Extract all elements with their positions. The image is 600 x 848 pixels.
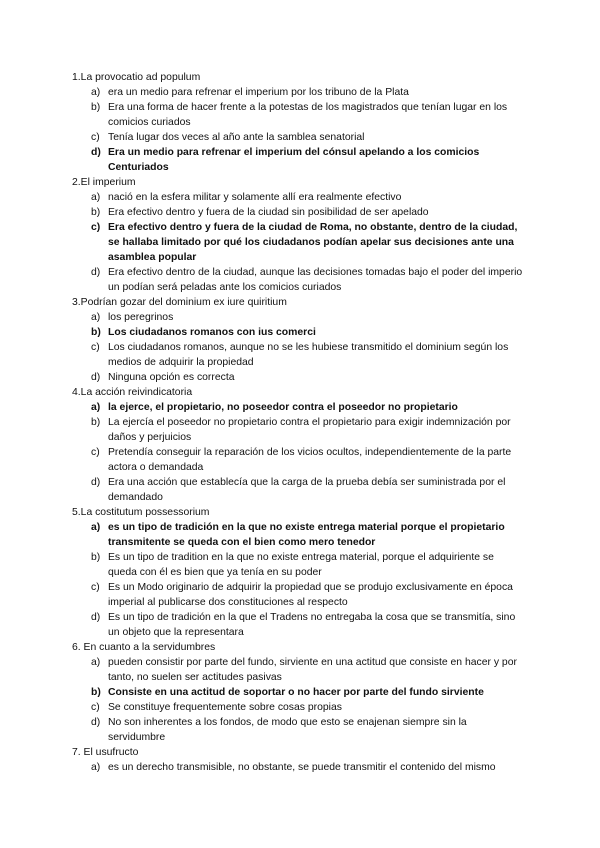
answer-option	[72, 85, 524, 100]
option-label: a)	[91, 87, 101, 98]
option-label: b)	[91, 102, 101, 113]
option-text: Se constituye frequentemente sobre cosas propias	[108, 702, 342, 713]
option-label: c)	[91, 132, 100, 143]
option-text: La ejercía el poseedor no propietario contra el propietario para exigir indemnización por daños y perjuicios	[108, 417, 511, 443]
option-list	[72, 760, 524, 775]
answer-option	[72, 445, 524, 475]
answer-option	[72, 325, 524, 340]
option-list	[72, 310, 524, 385]
question-title: 5.La costitutum possessorium	[72, 507, 210, 518]
answer-option	[72, 685, 524, 700]
answer-option	[72, 400, 524, 415]
option-text: los peregrinos	[108, 312, 174, 323]
option-text: nació en la esfera militar y solamente allí era realmente efectivo	[108, 192, 402, 203]
answer-option	[72, 190, 524, 205]
option-list	[72, 400, 524, 505]
answer-option	[72, 145, 524, 175]
option-text: es un tipo de tradición en la que no existe entrega material porque el propietario transmitente se queda con el bien como mero tenedor	[108, 522, 505, 548]
answer-option	[72, 265, 524, 295]
option-list	[72, 85, 524, 175]
question-block	[72, 745, 524, 775]
option-label: d)	[91, 372, 101, 383]
option-text: era un medio para refrenar el imperium por los tribuno de la Plata	[108, 87, 409, 98]
option-text: Es un tipo de tradición en la que el Tradens no entregaba la cosa que se transmitía, sino un objeto que la representara	[108, 612, 516, 638]
option-text: Los ciudadanos romanos con ius comerci	[108, 327, 316, 338]
option-label: a)	[91, 312, 101, 323]
option-label: c)	[91, 447, 100, 458]
option-text: Era un medio para refrenar el imperium del cónsul apelando a los comicios Centuriados	[108, 147, 480, 173]
option-text: pueden consistir por parte del fundo, sirviente en una actitud que consiste en hacer y por tanto, no suelen ser actitudes pasivas	[108, 657, 517, 683]
option-text: Era efectivo dentro y fuera de la ciudad sin posibilidad de ser apelado	[108, 207, 429, 218]
option-label: d)	[91, 612, 101, 623]
option-label: a)	[91, 522, 101, 533]
option-text: No son inherentes a los fondos, de modo que esto se enajenan siempre sin la servidumbre	[108, 717, 467, 743]
answer-option	[72, 205, 524, 220]
question-block	[72, 175, 524, 295]
option-label: c)	[91, 342, 100, 353]
question-block	[72, 505, 524, 640]
answer-option	[72, 610, 524, 640]
option-label: c)	[91, 222, 101, 233]
question-block	[72, 295, 524, 385]
option-label: a)	[91, 762, 101, 773]
answer-option	[72, 370, 524, 385]
option-text: Es un Modo originario de adquirir la propiedad que se produjo exclusivamente en época imperial al publicarse dos constituciones al respecto	[108, 582, 513, 608]
answer-option	[72, 310, 524, 325]
option-text: Era una forma de hacer frente a la potestas de los magistrados que tenían lugar en los comicios curiados	[108, 102, 508, 128]
answer-option	[72, 550, 524, 580]
option-text: Los ciudadanos romanos, aunque no se les hubiese transmitido el dominium según los medios de adquirir la propiedad	[108, 342, 509, 368]
option-label: b)	[91, 552, 101, 563]
option-label: d)	[91, 477, 101, 488]
exam-content	[72, 70, 524, 775]
answer-option	[72, 715, 524, 745]
answer-option	[72, 580, 524, 610]
option-text: Pretendía conseguir la reparación de los vicios ocultos, independientemente de la parte actora o demandada	[108, 447, 512, 473]
option-label: d)	[91, 267, 101, 278]
question-title: 1.La provocatio ad populum	[72, 72, 201, 83]
option-list	[72, 190, 524, 295]
question-block	[72, 385, 524, 505]
option-text: Consiste en una actitud de soportar o no hacer por parte del fundo sirviente	[108, 687, 484, 698]
answer-option	[72, 760, 524, 775]
answer-option	[72, 475, 524, 505]
answer-option	[72, 415, 524, 445]
answer-option	[72, 100, 524, 130]
option-list	[72, 655, 524, 745]
option-label: a)	[91, 402, 101, 413]
option-label: c)	[91, 702, 100, 713]
answer-option	[72, 520, 524, 550]
option-label: b)	[91, 207, 101, 218]
option-text: Tenía lugar dos veces al año ante la samblea senatorial	[108, 132, 365, 143]
option-label: d)	[91, 717, 101, 728]
option-label: a)	[91, 657, 101, 668]
question-block	[72, 640, 524, 745]
option-text: la ejerce, el propietario, no poseedor contra el poseedor no propietario	[108, 402, 458, 413]
option-text: es un derecho transmisible, no obstante, se puede transmitir el contenido del mismo	[108, 762, 496, 773]
option-text: Ninguna opción es correcta	[108, 372, 235, 383]
question-title: 4.La acción reivindicatoria	[72, 387, 193, 398]
question-title: 6. En cuanto a la servidumbres	[72, 642, 216, 653]
answer-option	[72, 700, 524, 715]
answer-option	[72, 655, 524, 685]
answer-option	[72, 130, 524, 145]
option-list	[72, 520, 524, 640]
option-label: c)	[91, 582, 100, 593]
question-block	[72, 70, 524, 175]
option-label: d)	[91, 147, 101, 158]
option-label: b)	[91, 417, 101, 428]
option-label: a)	[91, 192, 101, 203]
option-text: Era una acción que establecía que la carga de la prueba debía ser suministrada por el demandado	[108, 477, 506, 503]
answer-option	[72, 220, 524, 265]
option-label: b)	[91, 327, 101, 338]
option-text: Es un tipo de tradition en la que no existe entrega material, porque el adquiriente se queda con él es bien que ya tenía en su poder	[108, 552, 494, 578]
option-label: b)	[91, 687, 101, 698]
question-title: 3.Podrían gozar del dominium ex iure quiritium	[72, 297, 287, 308]
answer-option	[72, 340, 524, 370]
question-title: 7. El usufructo	[72, 747, 139, 758]
option-text: Era efectivo dentro de la ciudad, aunque las decisiones tomadas bajo el poder del imperio un podían será peladas ante los comicios curiados	[108, 267, 523, 293]
option-text: Era efectivo dentro y fuera de la ciudad de Roma, no obstante, dentro de la ciudad, se hallaba limitado por qué los ciudadanos podían apelar sus decisiones ante una asamblea popular	[108, 222, 518, 263]
question-title: 2.El imperium	[72, 177, 136, 188]
